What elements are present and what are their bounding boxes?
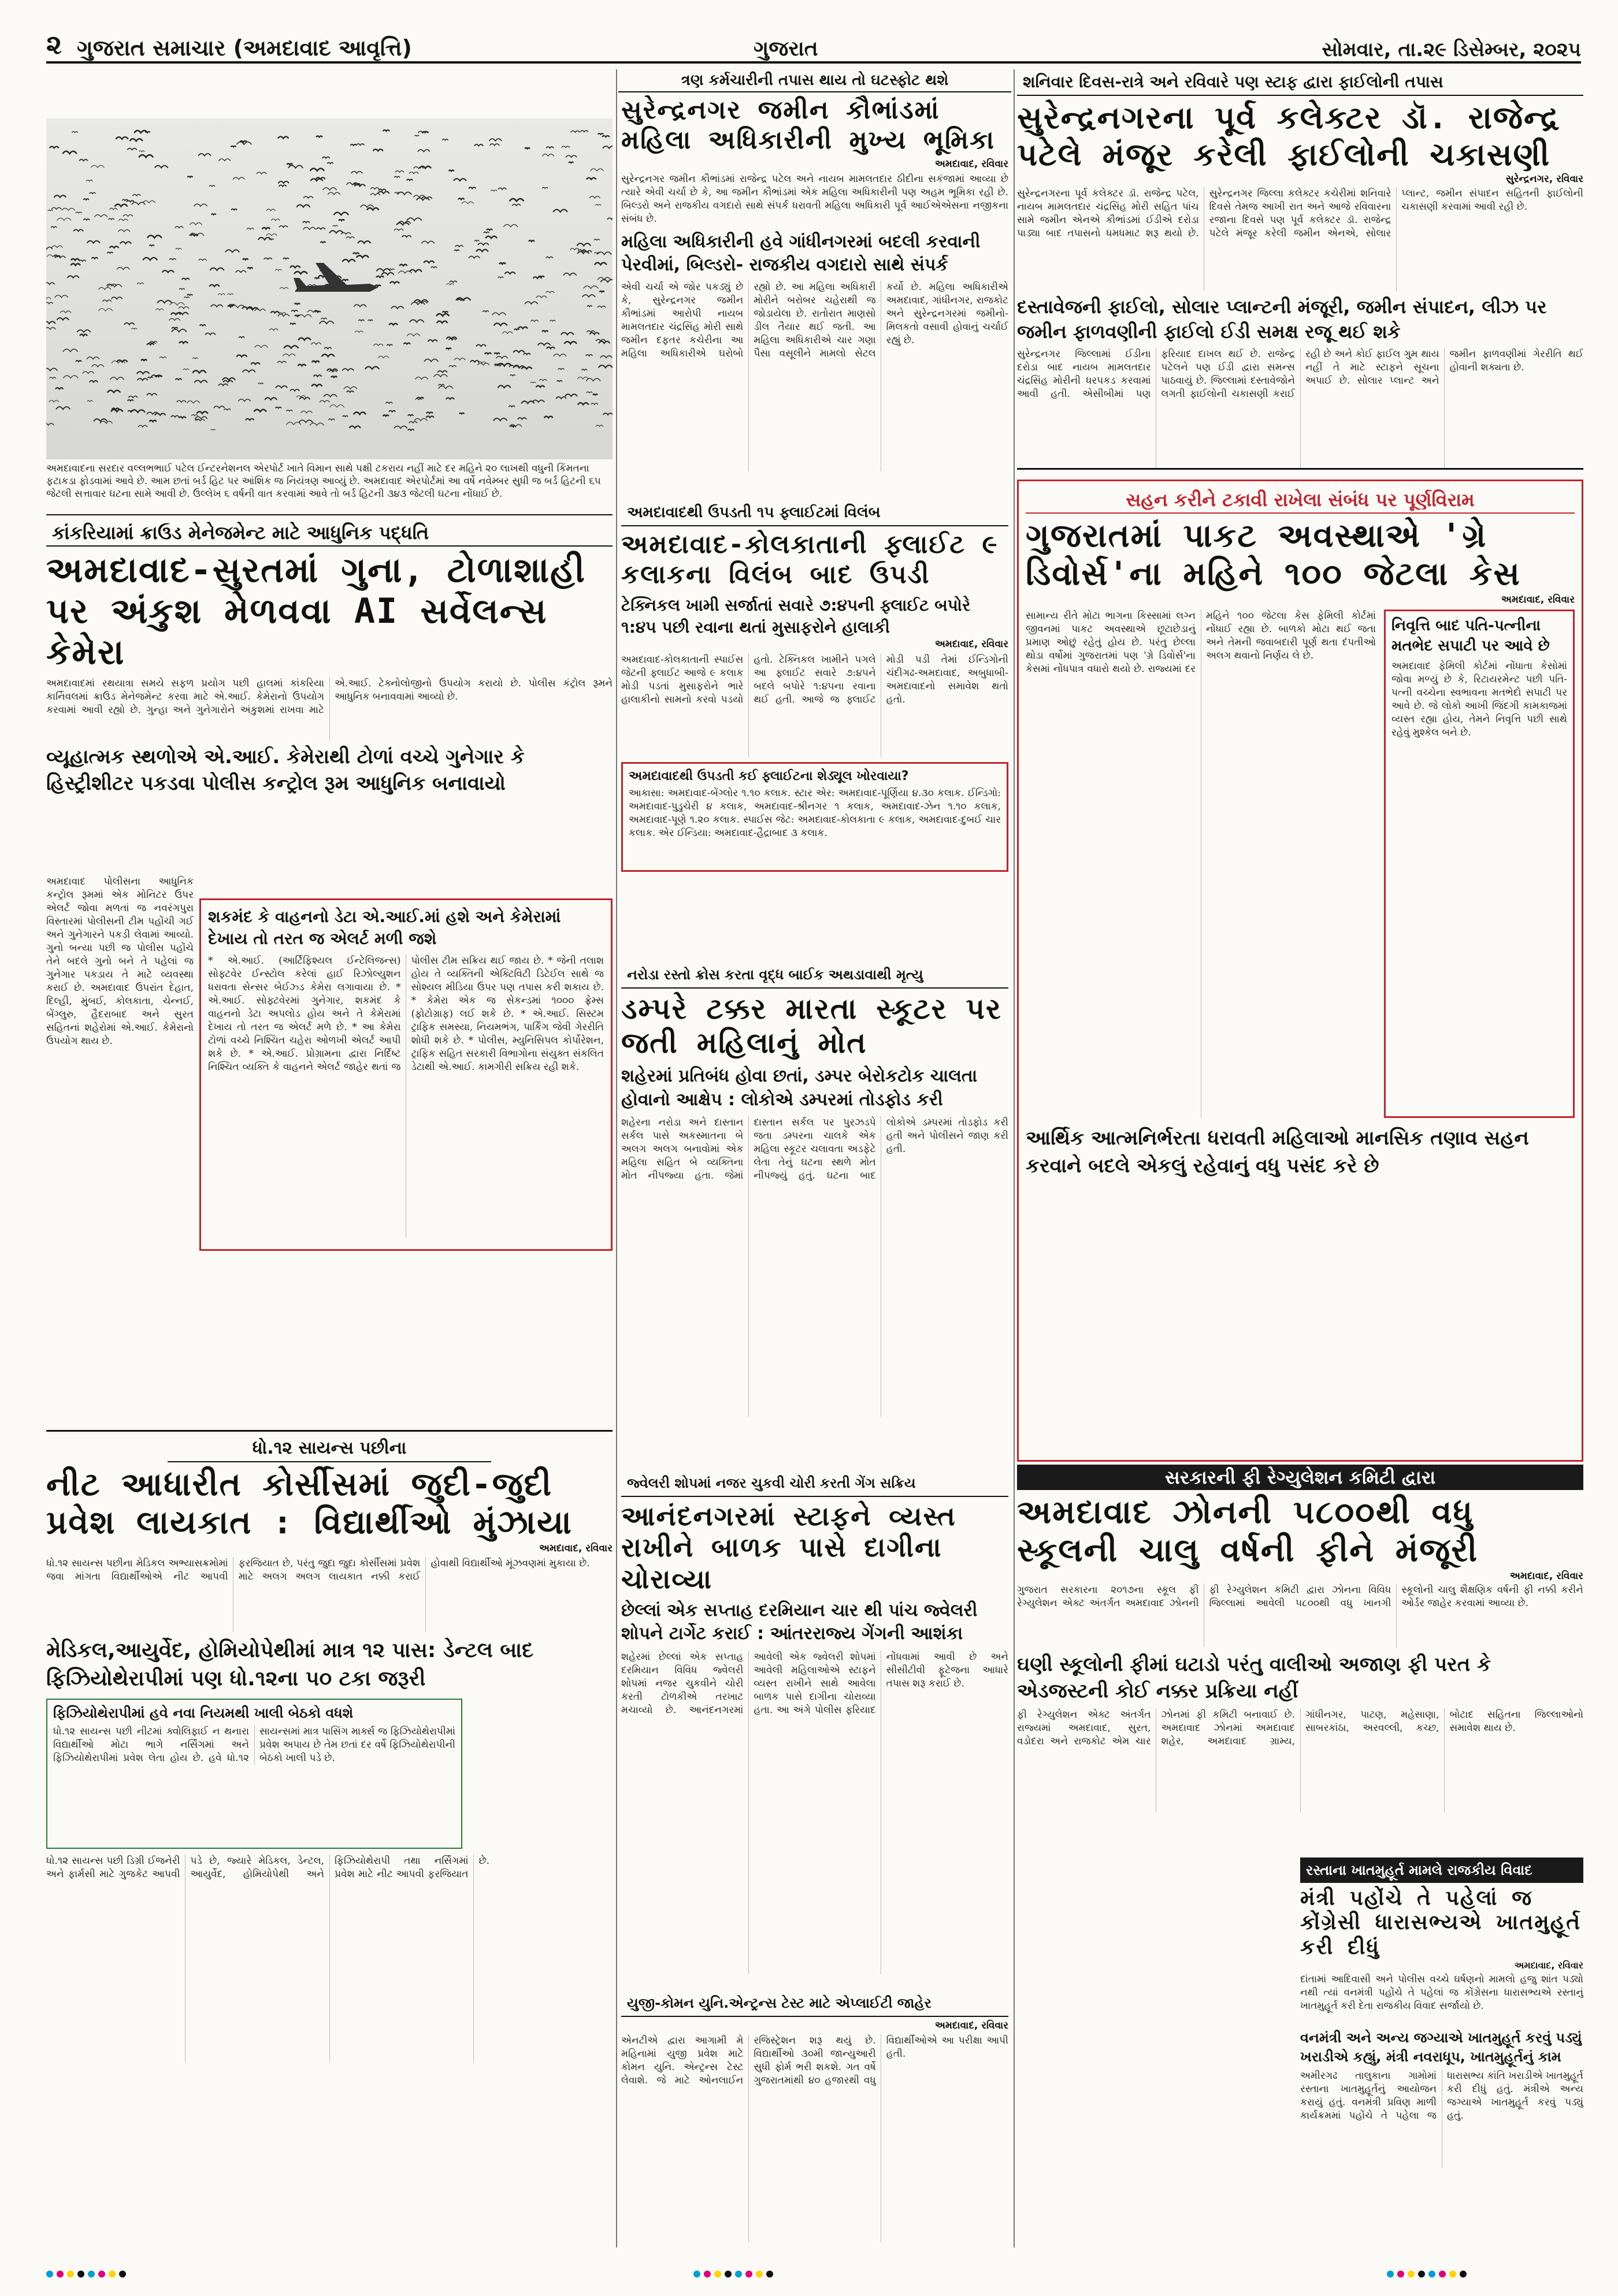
- article-ai-camera: [46, 520, 613, 872]
- registration-marks: [1387, 2271, 1467, 2279]
- dateline: અમદાવાદ, રવિવાર: [539, 1543, 613, 1555]
- registration-marks: [693, 2271, 773, 2279]
- body-text: અમદાવાદ-કોલકાતાની સ્પાઈસ જેટની ફ્લાઈટ આજે ૯ કલાક મોડી પડતાં મુસાફરોને ભારે હાલાકીનો સામનો કરવો પડયો હતો. ટેક્નિકલ ખામીને પગલે આ ફ્લાઈટ સવારે ૭:૪૫ને બદલે બપોરે ૧:૪૫ના રવાના થઈ હતી. આજે જ ફ્લાઈટ મોડી પડી તેમાં ઈન્ડિગોની ચંદીગઢ-અમદાવાદ, અબુધાબી-અમદાવાદનો સમાવેશ થતો હતો.: [621, 653, 1008, 705]
- kicker: કાંકરિયામાં ક્રાઉડ મેનેજમેન્ટ માટે આધુનિક પદ્ધતિ: [46, 520, 613, 547]
- subheadline: છેલ્લાં એક સપ્તાહ દરમિયાન ચાર થી પાંચ જ્વેલરી શોપને ટાર્ગેટ કરાઈ : આંતરરાજ્ય ગેંગની આશંકા: [621, 1600, 978, 1644]
- dateline: સુરેન્દ્રનગર, રવિવાર: [1505, 173, 1583, 185]
- kicker: સરકારની ફી રેગ્યુલેશન કમિટી દ્વારા: [1017, 1465, 1583, 1490]
- kicker: શનિવાર દિવસ-રાત્રે અને રવિવારે પણ સ્ટાફ દ્વારા ફાઈલોની તપાસ: [1017, 69, 1583, 96]
- body-text-2: ધો.૧૨ સાયન્સ પછી ડિગ્રી ઈજનેરી અને ફાર્મસી માટે ગુજકેટ આપવી પડે છે, જ્યારે મેડિકલ, ડેન્ટલ, આયુર્વેદ, હોમિયોપેથી અને ફિઝિયોથેરાપી તથા નર્સિંગમાં પ્રવેશ માટે નીટ આપવી ફરજિયાત છે.: [46, 1855, 490, 1881]
- kicker: રસ્તાના ખાતમુહૂર્ત મામલે રાજકીય વિવાદ: [1300, 1857, 1583, 1883]
- kicker: અમદાવાદથી ઉપડતી ૧૫ ફ્લાઈટમાં વિલંબ: [621, 500, 1008, 526]
- subheadline: ટેક્નિકલ ખામી સર્જાતાં સવારે ૭:૪૫ની ફ્લાઈટ બપોરે ૧:૪૫ પછી રવાના થતાં મુસાફરોને હાલાકી: [621, 595, 971, 637]
- article-ai-camera-col: [46, 875, 194, 1395]
- article-fee-regulation: [1017, 1465, 1583, 1857]
- dateline: અમદાવાદ, રવિવાર: [1509, 1570, 1583, 1582]
- bird-hit-photo: [46, 118, 613, 459]
- headline: ડમ્પરે ટક્કર મારતા સ્કૂટર પર જતી મહિલાનું મોત: [621, 992, 1002, 1060]
- article-land-scam: [621, 95, 1008, 494]
- body-text: દાંતામાં આદિવાસી અને પોલીસ વચ્ચે ઘર્ષણનો મામલો હજુ શાંત પડ્યો નથી ત્યાં વનમંત્રી પહોંચે તે પહેલાં જ કોંગ્રેસના ધારાસભ્યએ રસ્તાનું ખાતમુહૂર્ત કરી દેતા રાજકીય વિવાદ સર્જાયો છે.: [1300, 1974, 1583, 2012]
- headline: અમદાવાદ-સુરતમાં ગુના, ટોળાશાહી પર અંકુશ મેળવવા AI સર્વેલન્સ કેમેરા: [46, 550, 586, 673]
- article-jewellery-theft: [621, 1470, 1008, 1985]
- retirement-box: [1384, 610, 1575, 1118]
- subheadline: મેડિકલ,આયુર્વેદ, હોમિયોપેથીમાં માત્ર ૧૨ પાસ: ડેન્ટલ બાદ ફિઝિયોથેરાપીમાં પણ ધો.૧૨ના ૫૦ ટકા જરૂરી: [46, 1639, 534, 1691]
- article-neet: [46, 1436, 613, 2245]
- article-dumper-accident: [621, 962, 1008, 1470]
- dateline: અમદાવાદ, રવિવાર: [934, 638, 1008, 651]
- article-flight-delay: [621, 500, 1008, 956]
- box-title: ફિઝિયોથેરાપીમાં હવે નવા નિયમથી ખાલી બેઠકો વધશે: [53, 1705, 354, 1722]
- bottom-headline: આર્થિક આત્મનિર્ભરતા ધરાવતી મહિલાઓ માનસિક તણાવ સહન કરવાને બદલે એકલું રહેવાનું વધુ પસંદ કરે છે: [1026, 1127, 1529, 1177]
- headline: આનંદનગરમાં સ્ટાફને વ્યસ્ત રાખીને બાળક પાસે દાગીના ચોરાવ્યા: [621, 1500, 956, 1595]
- kicker: જ્વેલરી શોપમાં નજર ચુકવી ચોરી કરતી ગેંગ સક્રિય: [621, 1470, 1008, 1497]
- kicker: ધો.૧૨ સાયન્સ પછીના: [168, 1436, 491, 1462]
- subheadline: વનમંત્રી અને અન્ય જગ્યાએ ખાતમુહૂર્ત કરવું પડ્યું ખરાડીએ કહ્યું, મંત્રી નવરાધૂપ, ખાતમુહૂર્તનું કામ: [1300, 2030, 1582, 2065]
- headline: ગુજરાતમાં પાકટ અવસ્થાએ 'ગ્રે ડિવોર્સ'ના મહિને ૧૦૦ જેટલા કેસ: [1026, 517, 1521, 593]
- subheadline: શહેરમાં પ્રતિબંધ હોવા છતાં, ડમ્પર બેરોકટોક ચાલતા હોવાનો આક્ષેપ : લોકોએ ડમ્પરમાં તોડફોડ કરી: [621, 1066, 978, 1110]
- flight-schedule-box: [621, 762, 1008, 872]
- column-rule: [616, 69, 617, 2247]
- body-text: સુરેન્દ્રનગરના પૂર્વ કલેક્ટર ડૉ. રાજેન્દ્ર પટેલ, નાયબ મામલતદાર ચંદ્રસિંહ મોરી સહિત પાંચ સામે જમીન એનએ કૌભાંડમાં ઈડીએ દરોડા પાડ્યા બાદ તપાસનો ધમધમાટ શરૂ થયો છે. સુરેન્દ્રનગર જિલ્લા કલેક્ટર કચેરીમાં શનિવારે દિવસે તેમજ આખી રાત અને આજે રવિવારના રજાના દિવસે પણ પૂર્વ કલેક્ટર ડૉ. રાજેન્દ્ર પટેલે મંજૂર કરેલી જમીન એનએ, સોલાર પ્લાન્ટ, જમીન સંપાદન સહિતની ફાઈલોની ચકાસણી કરવામાં આવી રહી છે.: [1017, 187, 1583, 239]
- box-body: ધો.૧૨ સાયન્સ પછી નીટમાં ક્વોલિફાઈ ન થનારા વિદ્યાર્થીઓ મોટા ભાગે નર્સિંગમાં અને ફિઝિયોથેરાપીમાં પ્રવેશ લેતા હોય છે. હવે ધો.૧૨ સાયન્સમાં માત્ર પાસિંગ માર્ક્સ જ ફિઝિયોથેરાપીમાં પ્રવેશ અપાય છે તેમ છતાં દર વર્ષે ફિઝિયોથેરાપીની બેઠકો ખાલી પડે છે.: [53, 1725, 455, 1764]
- divider: [46, 1430, 613, 1432]
- article-cuet: [621, 1990, 1008, 2245]
- dateline: અમદાવાદ, રવિવાર: [934, 158, 1008, 170]
- issue-date: સોમવાર, તા.૨૯ ડિસેમ્બર, ૨૦૨૫: [1322, 38, 1581, 61]
- headline: મંત્રી પહોંચે તે પહેલાં જ કોંગ્રેસી ધારાસભ્યએ ખાતમુહૂર્ત કરી દીધું: [1300, 1886, 1582, 1959]
- headline: અમદાવાદ-કોલકાતાની ફ્લાઈટ ૯ કલાકના વિલંબ બાદ ઉપડી: [621, 530, 999, 589]
- subheadline: દસ્તાવેજની ફાઈલો, સોલાર પ્લાન્ટની મંજૂરી, જમીન સંપાદન, લીઝ પર જમીન ફાળવણીની ફાઈલો ઈડી સમક્ષ રજૂ થઈ શકે: [1017, 295, 1547, 343]
- kicker: યુજી-કોમન યુનિ.એન્ટ્રન્સ ટેસ્ટ માટે એપ્લાઈટી જાહેર: [621, 1990, 1008, 2017]
- page-number: ૨: [46, 29, 62, 60]
- kicker: સહન કરીને ટકાવી રાખેલા સંબંધ પર પૂર્ણવિરામ: [1026, 487, 1575, 514]
- headline: અમદાવાદ ઝોનની ૫૮૦૦થી વધુ સ્કૂલની ચાલુ વર્ષની ફીને મંજૂરી: [1017, 1493, 1479, 1570]
- box-body: * એ.આઈ. (આર્ટિફિશ્યલ ઈન્ટેલિજન્સ) સોફ્ટવેર ઈન્સ્ટોલ કરેલાં હાઈ રિઝોલ્યુશન ધરાવતા સેન્સર બેઈઝ્ડ કેમેરા લગાવાયા છે. * એ.આઈ. સોફ્ટવેરમાં ગુનેગાર, શકમંદ કે વાહનનો ડેટા અપલોડ હોય અને તે કેમેરામાં દેખાય તો તરત જ એલર્ટ મળે છે. * આ કેમેરા ટોળાં વચ્ચે નિશ્ચિત ચહેરા ઓળખી એલર્ટ આપી શકે છે. * એ.આઈ. પ્રોગ્રામના દ્વારા નિર્દિષ્ટ નિશ્ચિત વ્યક્તિ કે વાહનને એલર્ટ જાહેર થતાં જ પોલીસ ટીમ સક્રિય થઈ જાય છે. * જેની તલાશ હોય તે વ્યક્તિની એક્ટિવિટી ડિટેઈલ સાથે જ સોશ્યલ મીડિયા ઉપર પણ તપાસ કરી શકાય છે. * કેમેરા એક જ સેકન્ડમાં ૧૦૦૦ ફ્રેમ્સ (ફોટોગ્રાફ) લઈ શકે છે. * એ.આઈ. સિસ્ટમ ટ્રાફિક સમસ્યા, નિયમભંગ, પાર્કિંગ જેવી ગેરરીતિ શોધી શકે છે. * પોલીસ, મ્યુનિસિપલ કોર્પોરેશન, ટ્રાફિક સહિત સરકારી વિભાગોના સંયુક્ત સંકલિત ડેટાથી એ.આઈ. કામગીરી સક્રિય રહી શકે.: [208, 954, 604, 1073]
- ai-facts-box: [199, 898, 613, 1251]
- masthead: ગુજરાત સમાચાર (અમદાવાદ આવૃત્તિ): [77, 35, 412, 61]
- body-text: અમદાવાદમાં રથયાત્રા સમયે સફળ પ્રયોગ પછી હાલમાં કાંકરિયા કાર્નિવલમાં ક્રાઉડ મેનેજમેન્ટ કરવા માટે એ.આઈ. કેમેરાનો ઉપયોગ કરવામાં આવી રહ્યો છે. ગુન્હા અને ગુનેગારોને અંકુશમાં રાખવા માટે એ.આઈ. ટેક્નોલોજીનો ઉપયોગ કરાયો છે. પોલીસ કંટ્રોલ રૂમને આધુનિક બનાવવામાં આવ્યો છે.: [46, 678, 613, 716]
- kicker-land: ત્રણ કર્મચારીની તપાસ થાય તો ઘટસ્ફોટ થશે: [618, 69, 1011, 92]
- body-text: શહેરમાં છેલ્લાં એક સપ્તાહ દરમિયાન વિવિધ જ્વેલરી શોપમાં નજર ચુકવીને ચોરી કરતી ટોળકીએ તરખાટ મચાવ્યો છે. આનંદનગરમાં આવેલી એક જ્વેલરી શોપમાં આવેલી મહિલાઓએ સ્ટાફને વ્યસ્ત રાખીને સાથે આવેલા બાળક પાસે દાગીના ચોરાવ્યા હતા. આ અંગે પોલીસ ફરિયાદ નોંધવામાં આવી છે અને સીસીટીવી ફૂટેજના આધારે તપાસ શરૂ કરાઈ છે.: [621, 1651, 1008, 1716]
- body-text: સુરેન્દ્રનગર જમીન કૌભાંડમાં રાજેન્દ્ર પટેલ અને નાયબ મામલતદાર ઠીદીના સકંજામાં આવ્યા છે ત્યારે એવી ચર્ચા છે કે, આ જમીન કૌભાંડમાં એક મહિલા અધિકારીની પણ અહમ ભૂમિકા રહી છે. બિલ્ડરો અને રાજકીય વગદારો સાથે સંપર્ક ધરાવતી મહિલા અધિકારી પૂર્વ આઈએએસના નજીકના સંબંધ છે.: [621, 173, 1008, 225]
- body-text-2: એવી ચર્ચા એ જોર પકડ્યું છે કે, સુરેન્દ્રનગર જમીન કૌભાંડમાં આરોપી નાયબ મામલતદાર ચંદ્રસિંહ મોરી સાથે જમીન દફતર કચેરીના આ મહિલા અધિકારીએ ઘરોબો રહ્યો છે. આ મહિલા અધિકારી મોરીને બરોબર ચહેરાથી જ જોડાયેલા છે. રાતોરાત માણસો ડીલ તૈયાર થઈ જતી. આ મહિલા અધિકારીએ ચાર ગણા પૈસા વસૂલીને મામલો સેટલ કર્યો છે. મહિલા અધિકારીએ અમદાવાદ, ગાંધીનગર, રાજકોટ અને સુરેન્દ્રનગરમાં જમીનો-મિલકતો વસાવી હોવાનું ચર્ચાઈ રહ્યું છે.: [621, 281, 1008, 359]
- headline: સુરેન્દ્રનગરના પૂર્વ કલેક્ટર ડૉ. રાજેન્દ્ર પટેલે મંજૂર કરેલી ફાઈલોની ચકાસણી: [1017, 99, 1560, 173]
- headline: નીટ આધારીત કોર્સીસમાં જુદી-જુદી પ્રવેશ લાયકાત : વિદ્યાર્થીઓ મુંઝાયા: [46, 1466, 573, 1542]
- subheadline: વ્યૂહાત્મક સ્થળોએ એ.આઈ. કેમેરાથી ટોળાં વચ્ચે ગુનેગાર કે હિસ્ટ્રીશીટર પકડવા પોલીસ કન્ટ્રોલ રૂમ આધુનિક બનાવાયો: [46, 745, 525, 796]
- body-text-2: ફી રેગ્યુલેશન એક્ટ અંતર્ગત રાજ્યમાં અમદાવાદ, સુરત, વડોદરા અને રાજકોટ એમ ચાર ઝોનમાં ફી કમિટી બનાવાઈ છે. અમદાવાદ ઝોનમાં અમદાવાદ શહેર, અમદાવાદ ગ્રામ્ય, ગાંધીનગર, પાટણ, મહેસાણા, સાબરકાંઠા, અરવલ્લી, કચ્છ, બોટાદ સહિતના જિલ્લાઓનો સમાવેશ થાય છે.: [1017, 1709, 1583, 1748]
- section-name: ગુજરાત: [754, 37, 818, 61]
- page-header: [46, 28, 1581, 64]
- article-mla-inauguration: [1300, 1857, 1583, 2245]
- subheadline: ઘણી સ્કૂલોની ફીમાં ઘટાડો પરંતુ વાલીઓ અજાણ ફી પરત કે એડજસ્ટની કોઈ નક્કર પ્રક્રિયા નહીં: [1017, 1653, 1491, 1703]
- article-collector: [1017, 69, 1583, 468]
- kicker: નરોડા રસ્તો ક્રોસ કરતા વૃદ્ધ બાઈક અથડાવાથી મૃત્યુ: [621, 962, 1008, 989]
- divider: [1017, 468, 1583, 470]
- article-grey-divorce: [1017, 480, 1583, 1462]
- airplane-icon: [294, 263, 378, 292]
- body-text: ગુજરાત સરકારના ૨૦૧૭ના સ્કૂલ ફી રેગ્યુલેશન એક્ટ અંતર્ગત અમદાવાદ ઝોનની ફી રેગ્યુલેશન કમિટી દ્વારા ઝોનના વિવિધ જિલ્લામાં આવેલી ૫૮૦૦થી વધુ ખાનગી સ્કૂલોની ચાલુ શૈક્ષણિક વર્ષની ફી નક્કી કરીને ઓર્ડર જાહેર કરવામાં આવ્યા છે.: [1017, 1584, 1583, 1610]
- headline: સુરેન્દ્રનગર જમીન કૌભાંડમાં મહિલા અધિકારીની મુખ્ય ભૂમિકા: [621, 95, 995, 155]
- body-text-2: અમદાવાદ પોલીસના આધુનિક કન્ટ્રોલ રૂમમાં એક મોનિટર ઉપર એલર્ટ જોવા મળતાં જ નવરંગપુરા વિસ્તારમાં પોલીસની ટીમ પહોંચી ગઈ અને ગુનેગારને પકડી લેવામાં આવ્યો. ગુનો બન્યા પછી જ પોલીસ પહોંચે તેને બદલે ગુનો બને તે પહેલાં જ ગુનેગાર પકડાય તે માટે વ્યવસ્થા કરાઈ છે. અમદાવાદ ઉપરાંત દેહાત, દિલ્હી, મુંબઈ, કોલકાતા, ચેન્નઈ, બેંગ્લુરુ, હૈદરાબાદ અને સુરત સહિતનાં શહેરોમાં એ.આઈ. કેમેરાનો ઉપયોગ થાય છે.: [46, 876, 194, 1047]
- body-text: સામાન્ય રીતે મોટા ભાગના કિસ્સામાં લગ્ન જીવનમાં પાકટ અવસ્થાએ છૂટાછેડાનું પ્રમાણ ઓછું રહેતું હોય છે. પરંતુ છેલ્લા થોડા વર્ષોમાં ગુજરાતમાં પણ 'ગ્રે ડિવોર્સ'ના કેસમાં નોંધપાત્ર વધારો થયો છે. રાજ્યમાં દર મહિને ૧૦૦ જેટલા કેસ ફેમિલી કોર્ટમાં નોંધાઈ રહ્યા છે. બાળકો મોટા થઈ જતા અને તેમની જવાબદારી પૂર્ણ થતા દંપતીઓ અલગ થવાનો નિર્ણય લે છે.: [1026, 610, 1376, 675]
- box-title: નિવૃત્તિ બાદ પતિ-પત્નીના મતભેદ સપાટી પર આવે છે: [1391, 617, 1550, 655]
- column-rule: [1014, 69, 1015, 2247]
- body-text: એનટીએ દ્વારા આગામી મે મહિનામાં યુજી પ્રવેશ માટે કોમન યુનિ. એન્ટ્રન્સ ટેસ્ટ લેવાશે. જે માટે ઓનલાઈન રજિસ્ટ્રેશન શરૂ થયું છે. વિદ્યાર્થીઓ ૩૦મી જાન્યુઆરી સુધી ફોર્મ ભરી શકશે. ગત વર્ષે ગુજરાતમાંથી ૪૦ હજારથી વધુ વિદ્યાર્થીઓએ આ પરીક્ષા આપી હતી.: [621, 2035, 1008, 2087]
- body-text-2: અમીરગઢ તાલુકાના ગામોમાં રસ્તાના ખાતમુહૂર્તનું આયોજન કરાયું હતું. વનમંત્રી પ્રવિણ માળી કાર્યક્રમમાં પહોંચે તે પહેલા જ ધારાસભ્ય કાંતિ ખરાડીએ ખાતમુહૂર્ત કરી દીધું હતું. મંત્રીએ અન્ય જગ્યાએ ખાતમુહૂર્ત કરવું પડ્યું હતું.: [1300, 2070, 1583, 2122]
- body-text: શહેરના નરોડા અને દાસ્તાન સર્કલ પાસે અકસ્માતના બે અલગ અલગ બનાવોમાં એક મહિલા સહિત બે વ્યક્તિના મોત નીપજ્યા હતા. જેમાં દાસ્તાન સર્કલ પર પુરઝડપે જતા ડમ્પરના ચાલકે એક મહિલા સ્કૂટર ચલાવતા અડફેટે લેતા તેનું ઘટના સ્થળે મોત નીપજ્યું હતું. ઘટના બાદ લોકોએ ડમ્પરમાં તોડફોડ કરી હતી અને પોલીસને જાણ કરી હતી.: [621, 1117, 1008, 1182]
- birds-and-plane-image: [46, 118, 613, 459]
- body-text: ધો.૧૨ સાયન્સ પછીના મેડિકલ અભ્યાસક્રમોમાં જવા માંગતા વિદ્યાર્થીઓએ નીટ આપવી ફરજિયાત છે, પરંતુ જુદા જુદા કોર્સીસમાં પ્રવેશ માટે અલગ અલગ લાયકાત નક્કી કરાઈ હોવાથી વિદ્યાર્થીઓ મૂંઝવણમાં મુકાયા છે.: [46, 1558, 590, 1583]
- box-title: અમદાવાદથી ઉપડતી કઈ ફ્લાઈટના શેડ્યૂલ ખોરવાયા?: [629, 768, 909, 783]
- box-body: અમદાવાદ ફેમિલી કોર્ટમાં નોંધાતા કેસોમાં જોવા મળ્યું છે કે, રિટાયરમેન્ટ પછી પતિ-પત્ની વચ્ચેના સ્વભાવના મતભેદો સપાટી પર આવે છે. જે લોકો આખી જિંદગી કામકાજમાં વ્યસ્ત રહ્યા હોય, તેમને નિવૃત્તિ પછી સાથે રહેવું મુશ્કેલ બને છે.: [1391, 660, 1567, 739]
- subheadline: મહિલા અધિકારીની હવે ગાંધીનગરમાં બદલી કરવાની પેરવીમાં, બિલ્ડરો- રાજકીય વગદારો સાથે સંપર્ક: [621, 231, 981, 276]
- box-body: આકાસા: અમદાવાદ-બેંગ્લોર ૧.૧૦ કલાક. સ્ટાર એર: અમદાવાદ-પૂર્ણિયા ૪.૩૦ કલાક. ઈન્ડિગો: અમદાવાદ-પુડુચેરી ૪ કલાક, અમદાવાદ-શ્રીનગર ૧ કલાક, અમદાવાદ-ઝેન ૧.૧૦ કલાક, અમદાવાદ-પૂણે ૧.૨૦ કલાક. સ્પાઈસ જેટ: અમદાવાદ-કોલકાતા ૯ કલાક, અમદાવાદ-દુબઈ ચાર કલાક. એર ઈન્ડિયા: અમદાવાદ-હૈદ્રાબાદ ૩ કલાક.: [629, 787, 1001, 839]
- registration-marks: [46, 2271, 126, 2279]
- physio-box: [46, 1699, 462, 1849]
- dateline: અમદાવાદ, રવિવાર: [1501, 594, 1575, 606]
- dateline: અમદાવાદ, રવિવાર: [1514, 1960, 1583, 1971]
- photo-caption: અમદાવાદના સરદાર વલ્લભભાઈ પટેલ ઈન્ટરનેશનલ એરપોર્ટ ખાતે વિમાન સાથે પક્ષી ટકરાય નહીં માટે દર મહિને ૨૦ લાખથી વધુની કિંમતના ફટાકડા ફોડવામાં આવે છે. આમ છતાં બર્ડ હિટ પર આંશિક જ નિયંત્રણ આવ્યું છે. અમદાવાદ એરપોર્ટમાં આ વર્ષે નવેમ્બર સુધી જ બર્ડ હિટની ૬૫ જેટલી સત્તાવાર ઘટના સામે આવી છે. ઉલ્લેખ ૬ વર્ષની વાત કરવામાં આવે તો બર્ડ હિટની ૩૪૩ જેટલી ઘટના નોંધાઈ છે.: [46, 462, 613, 515]
- box-headline: શકમંદ કે વાહનનો ડેટા એ.આઈ.માં હશે અને કેમેરામાં દેખાય તો તરત જ એલર્ટ મળી જશે: [208, 907, 561, 948]
- body-text-2: સુરેન્દ્રનગર જિલ્લામાં ઈડીના દરોડા બાદ નાયબ મામલતદાર ચંદ્રસિંહ મોરીની ધરપકડ કરવામાં આવી હતી. એસીબીમાં પણ ફરિયાદ દાખલ થઈ છે. રાજેન્દ્ર પટેલને પણ ઈડી દ્વારા સમન્સ પાઠવાયું છે. જિલ્લામાં દસ્તાવેજોને લગતી ફાઈલોની ચકાસણી કરાઈ રહી છે અને કોઈ ફાઈલ ગુમ થાય નહીં તે માટે સ્ટાફને સૂચના અપાઈ છે. સોલાર પ્લાન્ટ અને જમીન ફાળવણીમાં ગેરરીતિ થઈ હોવાની શક્યતા છે.: [1017, 348, 1583, 400]
- dateline: અમદાવાદ, રવિવાર: [934, 2020, 1008, 2031]
